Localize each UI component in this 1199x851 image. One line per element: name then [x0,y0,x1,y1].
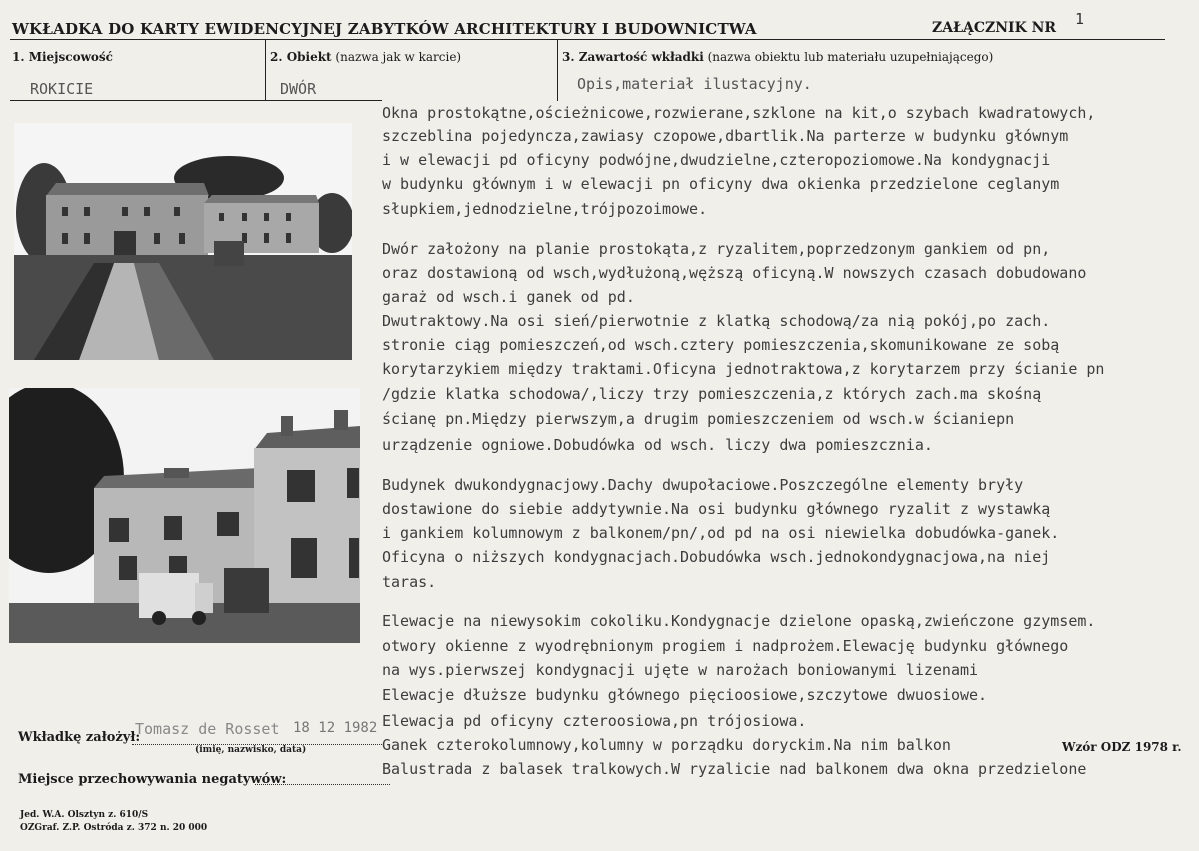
form-code: Wzór ODZ 1978 r. [1062,740,1182,754]
body-line: i w elewacji pd oficyny podwójne,dwudzielne,czteropoziomowe.Na kondygnacji [382,151,1051,169]
body-line: słupkiem,jednodzielne,trójpozoimowe. [382,200,708,218]
founder-hint: (imię, nazwisko, data) [195,745,307,755]
field-3-label [562,50,993,64]
field-divider-1 [265,40,266,101]
body-line: Ganek czterokolumnowy,kolumny w porządku doryckim.Na nim balkon [382,736,951,754]
founder-date: 18 12 1982 [293,720,378,736]
negatives-dotted-line [255,784,390,785]
field-1-label: 1. Miejscowość [12,50,113,64]
field-3-label-rest: (nazwa obiektu lub materiału uzupełniającego) [703,50,994,64]
body-line: stronie ciąg pomieszczeń,od wsch.cztery pomieszczenia,skomunikowane ze sobą [382,336,1060,354]
negatives-label: Miejsce przechowywania negatywów: [18,772,287,787]
print-line-1: Jed. W.A. Olsztyn z. 610/S [20,810,149,820]
attachment-number: 1 [1075,10,1085,28]
body-line: w budynku głównym i w elewacji pn oficyny dwa okienka przedzielone ceglanym [382,175,1060,193]
body-line: garaż od wsch.i ganek od pd. [382,288,635,306]
photo-manor-front-image [14,123,352,360]
body-line: taras. [382,573,437,591]
form-title: WKŁADKA DO KARTY EWIDENCYJNEJ ZABYTKÓW ARCHITEKTURY I BUDOWNICTWA [12,20,757,38]
body-line: Okna prostokątne,ościeżnicowe,rozwierane,szklone na kit,o szybach kwadratowych, [382,104,1096,122]
field-2-label-bold: 2. Obiekt [270,50,332,64]
body-line: szczeblina pojedyncza,zawiasy czopowe,dbartlik.Na parterze w budynku głównym [382,127,1069,145]
photo-manor-rear-image [9,388,360,643]
founder-name: Tomasz de Rosset [135,720,280,738]
body-line: Oficyna o niższych kondygnacjach.Dobudówka wsch.jednokondygnacjowa,na niej [382,548,1051,566]
body-line: Dwutraktowy.Na osi sień/pierwotnie z klatką schodową/za nią pokój,po zach. [382,312,1051,330]
fields-rule [10,100,382,101]
body-line: dostawione do siebie addytywnie.Na osi budynku głównego ryzalit z wystawką [382,500,1051,518]
attachment-label: ZAŁĄCZNIK NR [932,20,1057,36]
body-line: korytarzykiem między traktami.Oficyna jednotraktowa,z korytarzem przy ścianie pn [382,360,1105,378]
field-1-value: ROKICIE [30,80,94,98]
founder-label: Wkładkę założył: [18,730,141,745]
body-line: urządzenie ogniowe.Dobudówka od wsch. liczy dwa pomieszcznia. [382,436,933,454]
body-line: Dwór założony na planie prostokąta,z ryzalitem,poprzedzonym gankiem od pn, [382,240,1051,258]
body-line: Elewacja pd oficyny czteroosiowa,pn trójosiowa. [382,712,807,730]
photo-manor-rear [9,388,360,643]
field-2-label [270,50,461,64]
body-line: oraz dostawioną od wsch,wydłużoną,węższą oficyną.W nowszych czasach dobudowano [382,264,1087,282]
header-rule [10,39,1165,40]
body-line: na wys.pierwszej kondygnacji ujęte w narożach boniowanymi lizenami [382,661,979,679]
field-divider-2 [557,40,558,101]
body-line: Elewacje dłuższe budynku głównego pięcioosiowe,szczytowe dwuosiowe. [382,686,988,704]
field-3-label-bold: 3. Zawartość wkładki [562,50,704,64]
field-2-label-rest: (nazwa jak w karcie) [331,50,462,64]
body-line: /gdzie klatka schodowa/,liczy trzy pomieszczenia,z których zach.ma skośną [382,385,1042,403]
body-line: Budynek dwukondygnacjowy.Dachy dwupołaciowe.Poszczególne elementy bryły [382,476,1024,494]
body-line: Elewacje na niewysokim cokoliku.Kondygnacje dzielone opaską,zwieńczone gzymsem. [382,612,1096,630]
body-line: i gankiem kolumnowym z balkonem/pn/,od pd na osi niewielka dobudówka-ganek. [382,524,1060,542]
body-line: otwory okienne z wyodrębnionym progiem i nadprożem.Elewację budynku głównego [382,637,1069,655]
field-3-value: Opis,materiał ilustacyjny. [577,75,812,93]
body-line: Balustrada z balasek tralkowych.W ryzalicie nad balkonem dwa okna przedzielone [382,760,1087,778]
field-2-value: DWÓR [280,80,317,98]
photo-manor-front [14,123,352,360]
body-line: ścianę pn.Między pierwszym,a drugim pomieszczeniem od wsch.w ścianiepn [382,410,1015,428]
print-line-2: OZGraf. Z.P. Ostróda z. 372 n. 20 000 [20,823,208,833]
